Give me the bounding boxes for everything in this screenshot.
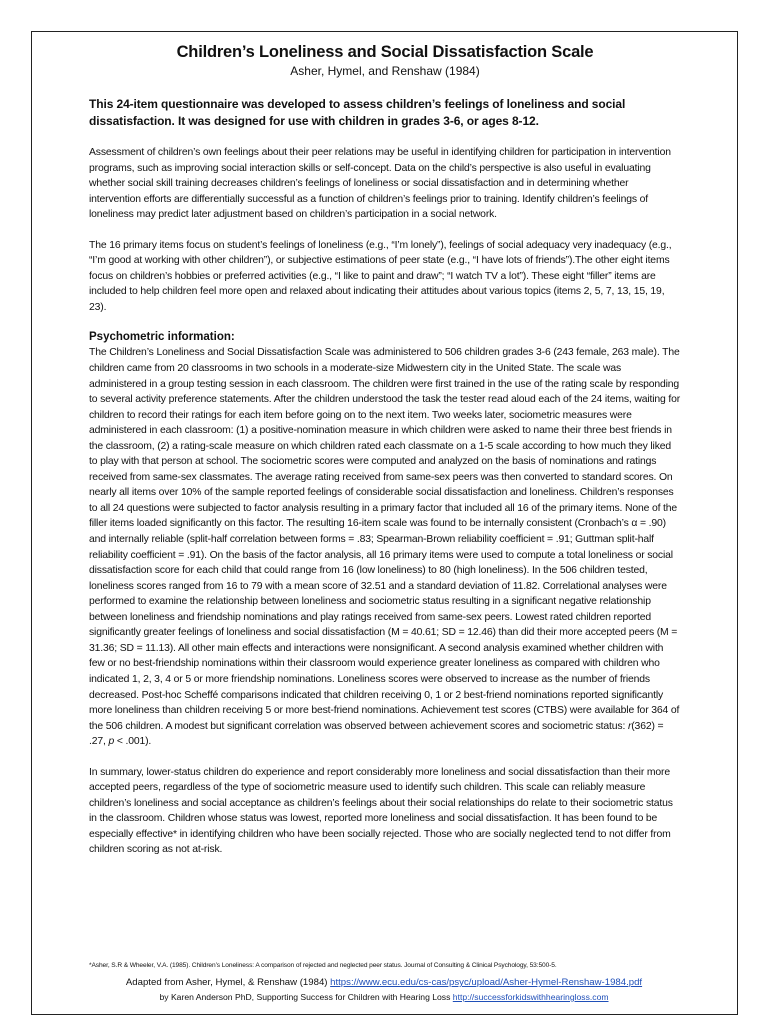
document-body [89,41,681,858]
psychometric-text: The Children’s Loneliness and Social Dissatisfaction Scale was administered to 506 children grades 3-6 (243 female, 263 male). The children came from 20 classrooms in two schools in a moderate-size Midwestern city in the United State. The scale was administered in a group testing session in each classroom. The children were first trained in the use of the rating scale by responding to several activity preference statements. After the children understood the task the tester read aloud each of the 24 items, waiting for children to record their ratings for each item before going on to the next item. Two weeks later, sociometric measures were administered in each classroom: (1) a positive-nomination measure in which children were asked to name their three best friends in the classroom, (2) a rating-scale measure on which children rated each classmate on a 1-5 scale according to how much they liked to play with that person at school. The sociometric scores were computed and analyzed on the basis of nominations and ratings received from same-sex classmates. The average rating received from same-sex peers was then converted to standard scores. On nearly all items over 10% of the sample reported feelings of considerable social dissatisfaction and loneliness. Children’s responses to all 24 questions were subjected to factor analysis resulting in a primary factor that included all 16 of the primary items. None of the filler items loaded significantly on this factor. The resulting 16-item scale was found to be internally consistent (Cronbach’s α = .90) and internally reliable (split-half correlation between forms = .83; Spearman-Brown reliability coefficient = .91; Guttman split-half reliability coefficient = .91). On the basis of the factor analysis, all 16 primary items were used to compute a total loneliness or social dissatisfaction score for each child that could range from 16 (low loneliness) to 80 (high loneliness). In the 506 children tested, loneliness scores ranged from 16 to 79 with a mean score of 32.51 and a standard deviation of 11.82. Correlational analyses were performed to examine the relationship between loneliness and sociometric status resulting in a significant negative relationship between loneliness and friendship nominations and play ratings received from same-sex peers. Lowest rated children reported significantly greater feelings of loneliness and social dissatisfaction (M = 40.61; SD = 12.46) than did their more accepted peers (M = 31.36; SD = 11.13). All other main effects and interactions were nonsignificant. A second analysis examined whether children with few or no best-friendship nominations within their classroom would experience greater loneliness as compared with children who indicated 1, 2, 3, 4 or 5 or more friendship nominations. Loneliness scores were observed to increase as the number of friends decreased. Post-hoc Scheffé comparisons indicated that children receiving 0, 1 or 2 best-friend nominations reported significantly more loneliness than children receiving 5 or more best-friend nominations. Achievement test scores (CTBS) were available for 364 of the 506 children. A modest but significant correlation was observed between achievement scores and sociometric status: [89,347,681,732]
paragraph-summary: In summary, lower-status children do experience and report considerably more loneliness and social dissatisfaction than their more accepted peers, regardless of the type of sociometric measure used to identify such children. This scale can reliably measure children’s loneliness and social acceptance as children’s feelings about their social relationships do relate to their sociometric status in the classroom. Children whose status was lowest, reported more loneliness and social dissatisfaction. It has been found to be especially effective* in identifying children who have been socially rejected. Those who are socially neglected tend to not differ from children scoring as not at-risk. [89,766,673,856]
stat-p-symbol: p [108,736,115,748]
footnote: *Asher, S.R & Wheeler, V.A. (1985). Children’s Loneliness: A comparison of rejected and neglected peer status. Journal of Consulting & Clinical Psychology, 53:500-5. [89,962,557,969]
adapted-prefix: Adapted from Asher, Hymel, & Renshaw (1984) [125,977,331,988]
stat-r-value: (362) = .27, [89,720,664,748]
document-authors: Asher, Hymel, and Renshaw (1984) [290,64,480,78]
paragraph-items: The 16 primary items focus on student’s feelings of loneliness (e.g., “I’m lonely”), feelings of social adequacy very inadequacy (e.g., “I’m good at working with other children”), or subjective estimations of peer state (e.g., “I have lots of friends”).The other eight items focus on children’s hobbies or preferred activities (e.g., “I like to paint and draw”; “I watch TV a lot”). These eight “filler” items are included to help children feel more open and relaxed about indicating their attitudes about various topics (items 2, 5, 7, 13, 15, 19, 23). [89,239,672,313]
byline-prefix: by Karen Anderson PhD, Supporting Success for Children with Hearing Loss [159,992,453,1002]
adapted-credit [0,977,768,988]
stat-r-symbol: r [627,720,632,732]
document-title: Children’s Loneliness and Social Dissatisfaction Scale [176,43,594,61]
website-link[interactable]: http://successforkidswithhearingloss.com [452,992,609,1002]
psychometric-heading: Psychometric information: [89,331,235,344]
paragraph-psychometric [89,345,681,749]
source-pdf-link[interactable]: https://www.ecu.edu/cs-cas/psyc/upload/Asher-Hymel-Renshaw-1984.pdf [330,977,643,988]
paragraph-assessment: Assessment of children’s own feelings about their peer relations may be useful in identifying children for participation in intervention programs, such as improving social interaction skills or self-concept. Data on the child’s perspective is also useful in evaluating whether social skill training decreases children’s feelings of loneliness or social dissatisfaction and in determining whether intervention efforts are differentially successful as a function of children’s feelings prior to training. Identify children’s feelings of loneliness may predict later adjustment based on children’s participation in a social network. [89,147,671,221]
intro-paragraph: This 24-item questionnaire was developed to assess children’s feelings of loneliness and social dissatisfaction. It was designed for use with children in grades 3-6, or ages 8-12. [89,97,626,128]
author-byline [0,992,768,1002]
stat-p-value: < .001). [114,736,152,748]
